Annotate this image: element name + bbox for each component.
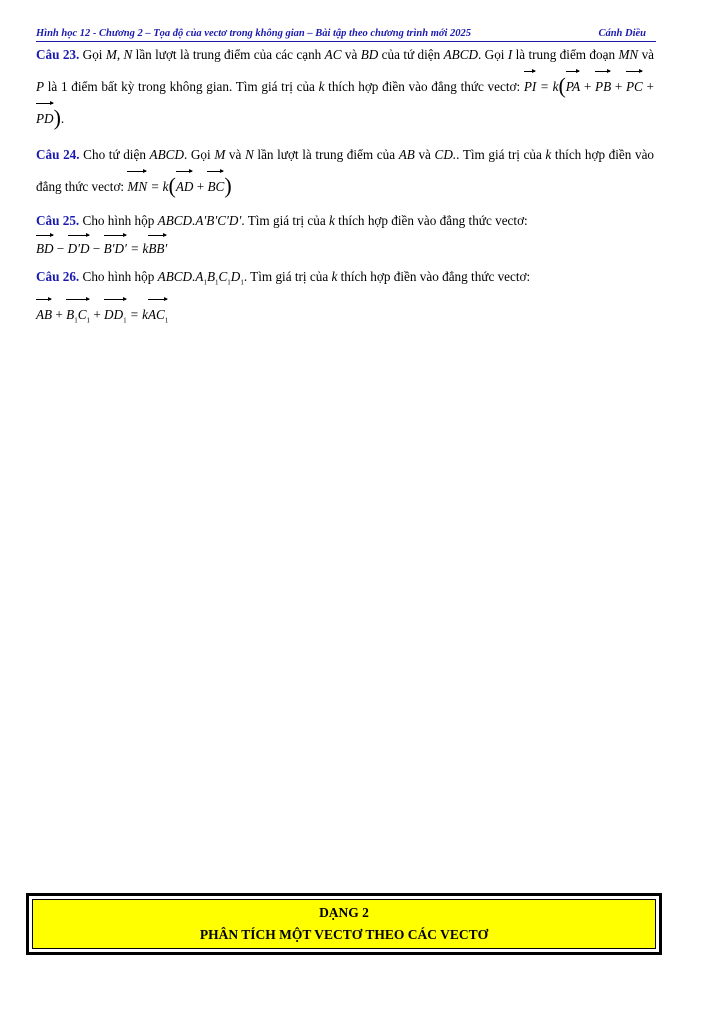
question-text: Cho hình hộp [79,269,158,284]
subscript: 1 [164,316,169,325]
math-term: N [245,147,254,162]
question-text: và [638,47,655,62]
question-text: thích hợp điền vào đẳng thức vectơ: [36,147,655,194]
vector [104,298,127,336]
question-label: Câu 26. [36,269,80,284]
vector-equation [36,306,169,325]
plus-sign: + [90,306,105,322]
question-text: là trung điểm đoạn [512,47,619,62]
math-term: ABCD.A′B′C′D′ [157,213,242,228]
period: . [60,111,65,126]
vector [148,298,168,336]
section-number: DẠNG 2 [319,905,369,920]
vector: MN [127,170,147,202]
vector: BB′ [148,234,167,262]
question-text: lần lượt là trung điểm của các cạnh [132,47,325,62]
vector-equation [127,173,232,198]
vector: PD [36,102,54,134]
math-term: k [318,79,325,94]
question-text: . Tìm giá trị của [241,213,329,228]
vector-part: B [66,306,75,322]
question-text: là 1 điểm bất kỳ trong không gian. Tìm giá trị của [44,79,319,94]
paren-open: ( [558,73,566,98]
subscript: 1 [74,316,78,325]
vector: AB [36,298,52,330]
vector: B′D′ [104,234,127,262]
subscript: 1 [203,278,207,287]
math-term-part: B [206,269,215,284]
vector: AD [176,170,194,202]
question-25 [36,208,654,262]
vector: PA [566,70,580,102]
math-term: AB [398,147,415,162]
math-term: ABCD [149,147,184,162]
question-text: lần lượt là trung điểm của [253,147,399,162]
vector-part: AC [147,306,165,322]
math-term: I [507,47,513,62]
paren-close: ) [53,105,61,130]
math-term: k [329,213,335,228]
question-text: Gọi [79,47,106,62]
question-text: . Gọi [478,47,508,62]
math-term: k [545,147,552,162]
math-term: N [123,47,133,62]
vector: PI [524,70,536,102]
math-term: M [105,47,117,62]
math-term-part: C [218,269,228,284]
question-text: . Tìm giá trị của [243,269,332,284]
math-term: AC [324,47,342,62]
question-text: . Gọi [183,147,215,162]
header-title: Hình học 12 - Chương 2 – Tọa độ của vectơ trong không gian – Bài tập theo chương trình mới 2025 [36,28,472,39]
question-list [36,40,654,335]
equation-sign: = k [536,79,559,94]
question-text: và [414,147,435,162]
question-label: Câu 25. [36,213,80,228]
plus-sign: + [52,306,67,322]
minus-sign: − [89,241,104,256]
vector: BD [36,234,54,262]
minus-sign: − [53,241,68,256]
vector: PB [595,70,611,102]
plus-sign: + [611,79,626,94]
question-label: Câu 23. [36,47,80,62]
vector-part: C [77,306,87,322]
math-term: k [331,269,338,284]
question-text: và [341,47,361,62]
question-text: Cho hình hộp [79,213,158,228]
subscript: 1 [123,316,127,325]
vector: PC [626,70,643,102]
math-term-part: D [230,269,241,284]
math-term: BD [360,47,379,62]
vector-part: DD [104,306,124,322]
question-24 [36,140,654,202]
equation-sign: = k [147,179,169,194]
plus-sign: + [580,79,596,94]
paren-close: ) [224,173,232,198]
math-term-part: ABCD.A [157,269,204,284]
subscript: 1 [240,278,244,287]
math-term: MN [618,47,639,62]
paren-open: ( [168,173,176,198]
math-term: CD. [434,147,457,162]
equation-sign: = k [126,306,148,322]
question-text: . Tìm giá trị của [456,147,546,162]
math-term [157,269,244,287]
plus-sign: + [642,79,654,94]
question-text: thích hợp điền vào đẳng thức vectơ: [337,269,531,284]
question-text: thích hợp điền vào đẳng thức vectơ: [324,79,524,94]
section-banner-inner [32,899,656,949]
equation-sign: = k [126,241,149,256]
subscript: 1 [86,316,91,325]
vector: D′D [68,234,90,262]
question-text: , [116,47,124,62]
question-text: và [225,147,245,162]
plus-sign: + [193,179,208,194]
section-banner [26,893,662,955]
math-term: ABCD [443,47,479,62]
subscript: 1 [215,278,219,287]
math-term: M [214,147,226,162]
header-series: Cánh Diều [598,28,646,39]
math-term: P [36,79,45,94]
question-label: Câu 24. [36,147,80,162]
vector-equation [36,241,167,256]
vector: BC [207,170,224,202]
question-text: thích hợp điền vào đẳng thức vectơ: [334,213,528,228]
subscript: 1 [227,278,231,287]
question-text: Cho tứ diện [79,147,150,162]
question-text: của tứ diện [378,47,444,62]
section-title: PHÂN TÍCH MỘT VECTƠ THEO CÁC VECTƠ [199,927,489,942]
vector [66,298,90,336]
question-26 [36,262,654,335]
question-23 [36,40,654,134]
